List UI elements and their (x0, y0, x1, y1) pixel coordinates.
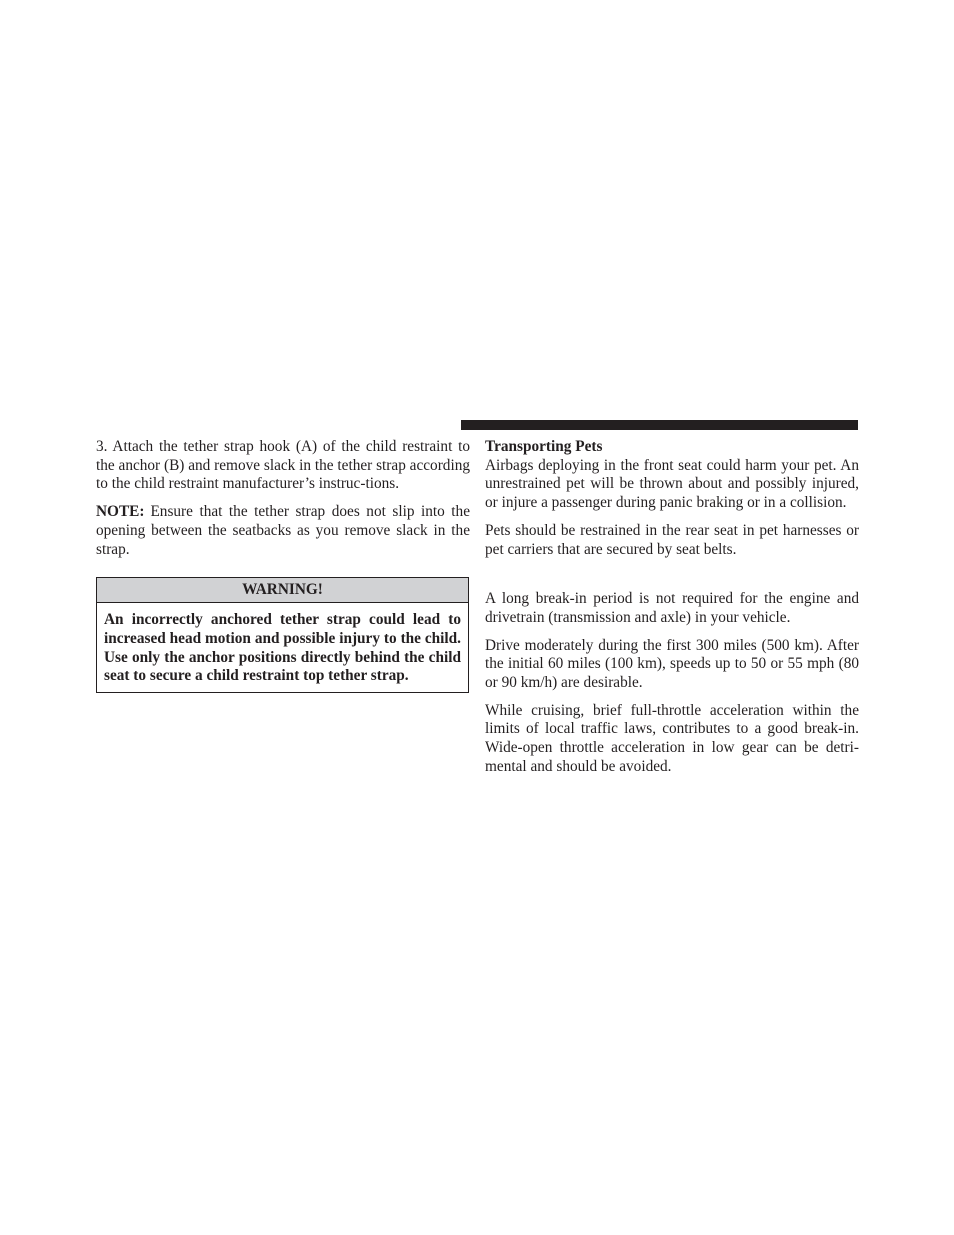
note-text: Ensure that the tether strap does not slip into the opening between the seatbacks as you remove slack in the strap. (96, 503, 470, 558)
break-in-paragraph-3: While cruising, brief full-throttle acceleration within the limits of local traffic laws, contributes to a good break-in. Wide-open throttle acceleration in low gear can be detri-mental and should be avoided. (485, 701, 859, 775)
break-in-paragraph-1: A long break-in period is not required for the engine and drivetrain (transmission and axle) in your vehicle. (485, 590, 859, 626)
warning-box (96, 577, 469, 693)
step-3-text: 3. Attach the tether strap hook (A) of the child restraint to the anchor (B) and remove slack in the tether strap according to the child restraint manufacturer’s instruc-tions. (96, 438, 470, 493)
left-column (96, 438, 470, 693)
transporting-pets-heading: Transporting Pets (485, 438, 603, 455)
note-paragraph (96, 503, 470, 559)
section-header-bar (461, 420, 858, 430)
right-column (485, 438, 859, 777)
warning-body: An incorrectly anchored tether strap could lead to increased head motion and possible injury to the child. Use only the anchor positions directly behind the child seat to secure a child restraint top tether strap. (104, 611, 461, 685)
warning-title: WARNING! (97, 578, 468, 603)
note-label: NOTE: (96, 503, 145, 521)
pets-paragraph-2: Pets should be restrained in the rear seat in pet harnesses or pet carriers that are secured by seat belts. (485, 521, 859, 558)
break-in-paragraph-2: Drive moderately during the first 300 miles (500 km). After the initial 60 miles (100 km), speeds up to 50 or 55 mph (80 or 90 km/h) are desirable. (485, 636, 859, 692)
pets-paragraph-1: Airbags deploying in the front seat could harm your pet. An unrestrained pet will be thrown about and possibly injured, or injure a passenger during panic braking or in a collision. (485, 456, 859, 512)
